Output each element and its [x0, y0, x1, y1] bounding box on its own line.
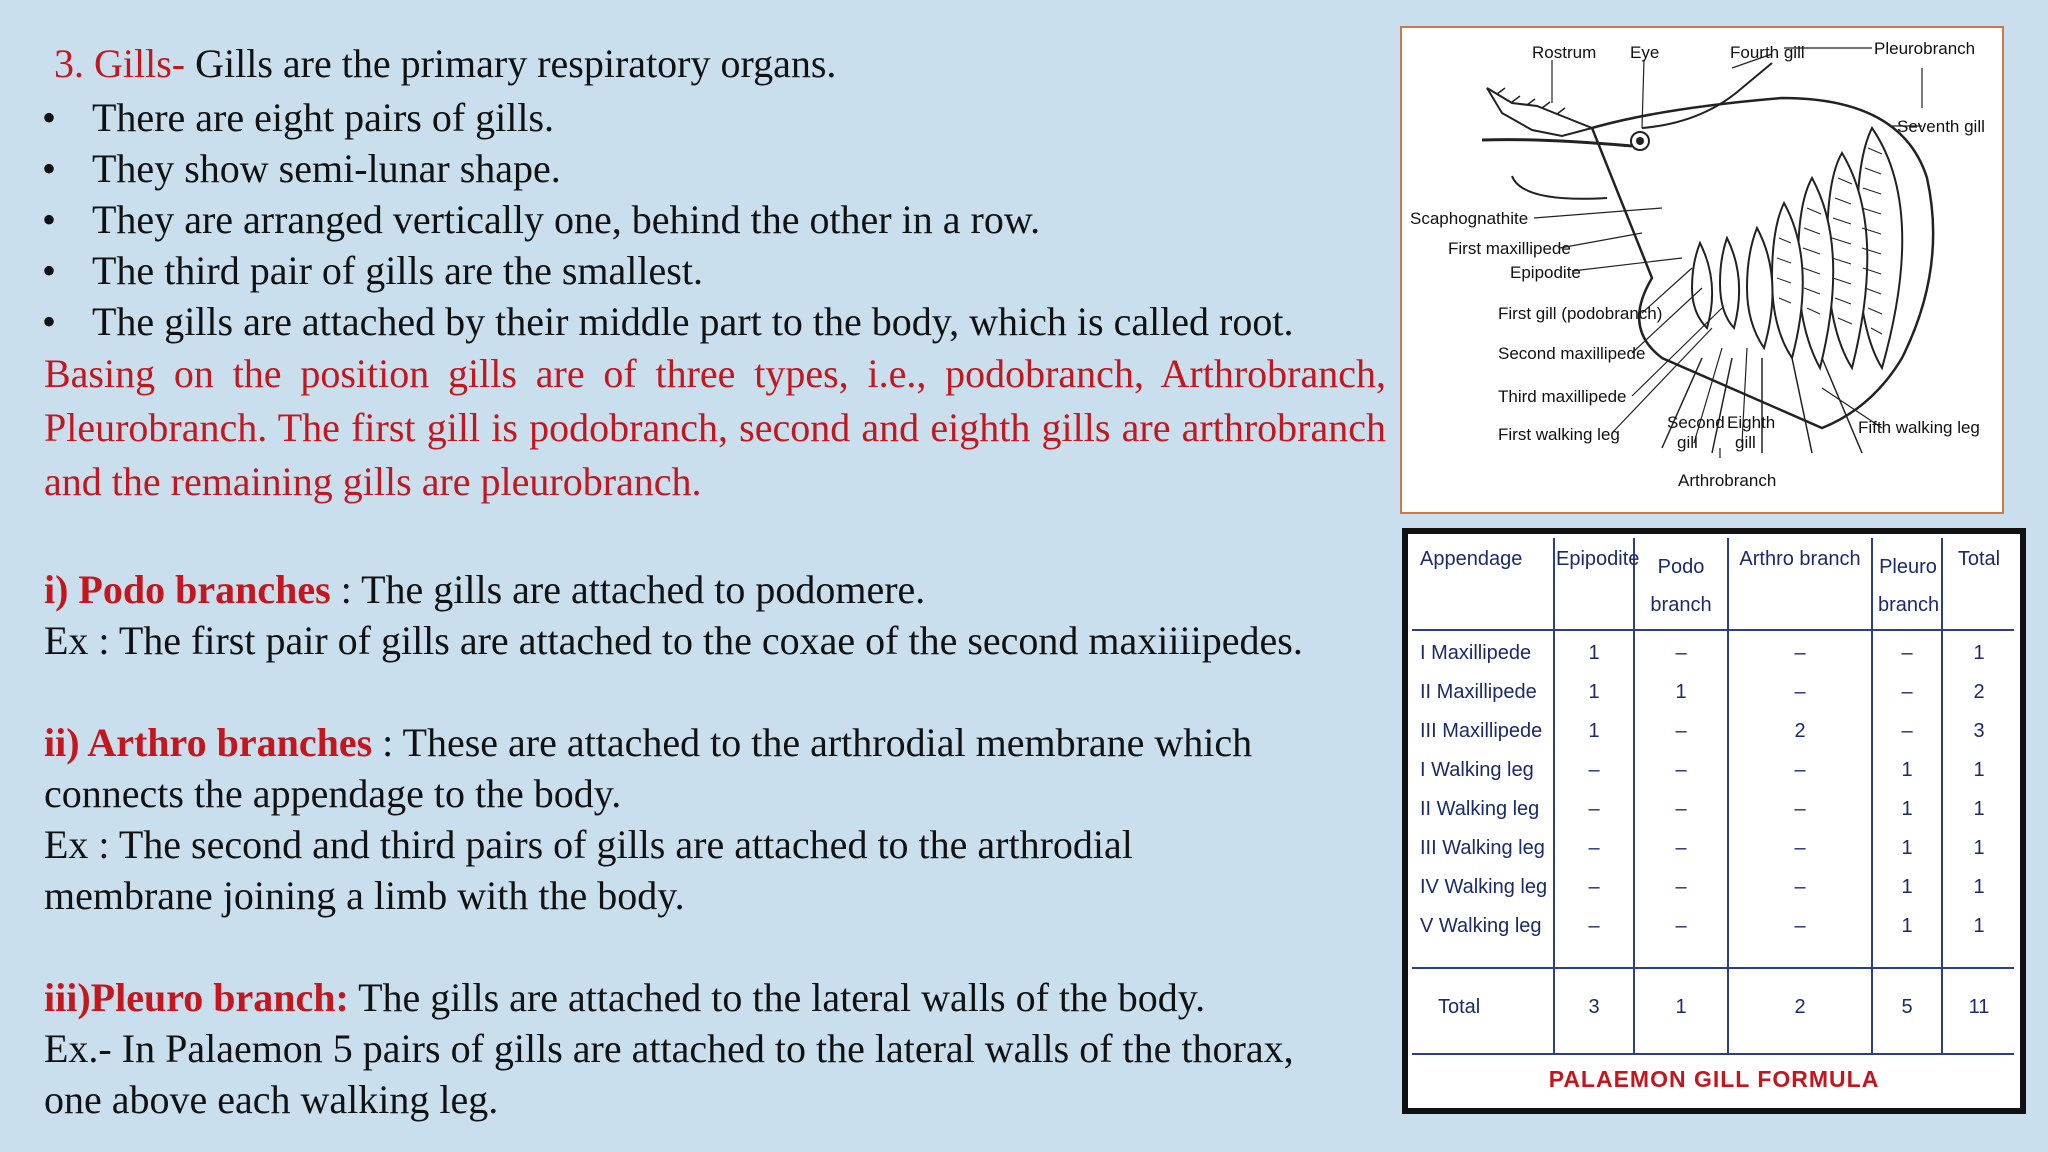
row-appendage: I Maxillipede: [1420, 642, 1532, 664]
row-epipodite: –: [1588, 759, 1600, 781]
heading-number: 3.: [54, 41, 84, 86]
row-appendage: II Walking leg: [1420, 798, 1540, 820]
bullet-item: The third pair of gills are the smallest.: [92, 248, 703, 293]
row-epipodite: 1: [1588, 642, 1600, 664]
podo-text: : The gills are attached to podomere.: [330, 567, 926, 612]
header-total: Total: [1957, 548, 2001, 570]
section-heading: [54, 38, 836, 89]
total-arthro: 2: [1794, 996, 1806, 1018]
label-rostrum: Rostrum: [1532, 43, 1597, 62]
header-pleuro-branch: Pleuro branch: [1878, 556, 1940, 616]
row-total: 1: [1973, 798, 1985, 820]
arthro-line: [44, 717, 1252, 768]
row-epipodite: 1: [1588, 720, 1600, 742]
podo-line: [44, 564, 925, 615]
heading-text: Gills are the primary respiratory organs.: [195, 41, 837, 86]
row-appendage: III Walking leg: [1420, 837, 1545, 859]
header-podo-branch: Podo branch: [1650, 556, 1712, 616]
pleuro-example-1: Ex.- In Palaemon 5 pairs of gills are attached to the lateral walls of the thorax,: [44, 1026, 1294, 1071]
bullet-dot: •: [42, 197, 57, 242]
row-arthro: –: [1794, 915, 1806, 937]
row-arthro: 2: [1794, 720, 1806, 742]
row-podo: –: [1675, 876, 1687, 898]
label-pleurobranch: Pleurobranch: [1874, 39, 1976, 58]
row-epipodite: –: [1588, 876, 1600, 898]
pleuro-example-2: one above each walking leg.: [44, 1077, 499, 1122]
label-first-walking-leg: First walking leg: [1498, 425, 1620, 444]
row-pleuro: 1: [1901, 876, 1913, 898]
row-pleuro: –: [1901, 681, 1913, 703]
bullet-dot: •: [42, 299, 57, 344]
row-total: 1: [1973, 915, 1985, 937]
label-eighth-gill: Eighth: [1727, 413, 1776, 432]
pleuro-line: [44, 972, 1205, 1023]
pleuro-title: iii)Pleuro branch:: [44, 975, 349, 1020]
arthro-example-1: Ex : The second and third pairs of gills are attached to the arthrodial: [44, 822, 1133, 867]
total-total: 11: [1968, 996, 1990, 1018]
gill-formula-table: [1402, 528, 2026, 1114]
header-arthro-branch: Arthro branch: [1739, 548, 1861, 570]
row-epipodite: 1: [1588, 681, 1600, 703]
pleuro-text: The gills are attached to the lateral walls of the body.: [348, 975, 1206, 1020]
row-podo: –: [1675, 798, 1687, 820]
podo-example: Ex : The first pair of gills are attached to the coxae of the second maxiiiipedes.: [44, 618, 1303, 663]
row-appendage: V Walking leg: [1420, 915, 1542, 937]
row-arthro: –: [1794, 759, 1806, 781]
row-pleuro: 1: [1901, 759, 1913, 781]
row-podo: –: [1675, 759, 1687, 781]
row-appendage: IV Walking leg: [1420, 876, 1548, 898]
header-epipodite: Epipodite: [1556, 548, 1640, 570]
row-podo: –: [1675, 720, 1687, 742]
row-arthro: –: [1794, 798, 1806, 820]
row-pleuro: 1: [1901, 798, 1913, 820]
arthro-text: : These are attached to the arthrodial membrane which: [372, 720, 1253, 765]
row-total: 1: [1973, 876, 1985, 898]
row-pleuro: –: [1901, 720, 1913, 742]
row-appendage: II Maxillipede: [1420, 681, 1537, 703]
row-total: 1: [1973, 837, 1985, 859]
row-total: 1: [1973, 759, 1985, 781]
total-epipodite: 3: [1588, 996, 1600, 1018]
arthro-title: ii) Arthro branches: [44, 720, 373, 765]
rostrum-shape: [1487, 88, 1592, 136]
row-arthro: –: [1794, 681, 1806, 703]
bullet-item: The gills are attached by their middle part to the body, which is called root.: [92, 299, 1294, 344]
total-pleuro: 5: [1901, 996, 1913, 1018]
label-third-maxillipede: Third maxillipede: [1498, 387, 1627, 406]
label-eye: Eye: [1630, 43, 1660, 62]
row-arthro: –: [1794, 876, 1806, 898]
podo-title: i) Podo branches: [44, 567, 331, 612]
bullet-dot: •: [42, 146, 57, 191]
row-podo: –: [1675, 915, 1687, 937]
label-epipodite: Epipodite: [1510, 263, 1581, 282]
prawn-gill-diagram: [1400, 26, 2004, 514]
row-total: 1: [1973, 642, 1985, 664]
antennule: [1512, 176, 1607, 199]
types-paragraph: Basing on the position gills are of three types, i.e., podobranch, Arthrobranch, Pleurobranch. The first gill is podobranch, second and eighth gills are arthrobranch and the remaining gills are pleurobranch.: [44, 351, 1386, 504]
bullet-dot: •: [42, 248, 57, 293]
row-pleuro: 1: [1901, 915, 1913, 937]
total-podo: 1: [1675, 996, 1687, 1018]
header-appendage: Appendage: [1420, 548, 1523, 570]
row-appendage: I Walking leg: [1420, 759, 1534, 781]
bullet-item: They are arranged vertically one, behind the other in a row.: [92, 197, 1041, 242]
row-podo: –: [1675, 837, 1687, 859]
bullet-dot: •: [42, 95, 57, 140]
row-total: 3: [1973, 720, 1985, 742]
label-seventh-gill: Seventh gill: [1897, 117, 1985, 136]
label-second-gill-b: gill: [1677, 433, 1698, 452]
eye-pupil: [1636, 137, 1644, 145]
label-fourth-gill: Fourth gill: [1730, 43, 1805, 62]
total-label: Total: [1438, 996, 1481, 1018]
row-podo: –: [1675, 642, 1687, 664]
label-eighth-gill-b: gill: [1735, 433, 1756, 452]
row-arthro: –: [1794, 837, 1806, 859]
row-podo: 1: [1675, 681, 1687, 703]
row-arthro: –: [1794, 642, 1806, 664]
bullet-item: There are eight pairs of gills.: [92, 95, 555, 140]
row-pleuro: 1: [1901, 837, 1913, 859]
label-arthrobranch: Arthrobranch: [1678, 471, 1777, 490]
row-appendage: III Maxillipede: [1420, 720, 1543, 742]
bullet-item: They show semi-lunar shape.: [92, 146, 561, 191]
label-first-maxillipede: First maxillipede: [1448, 239, 1571, 258]
row-pleuro: –: [1901, 642, 1913, 664]
carapace-ridge: [1642, 63, 1772, 128]
table-caption: PALAEMON GILL FORMULA: [1548, 1066, 1880, 1092]
label-scaphognathite: Scaphognathite: [1410, 209, 1529, 228]
label-first-gill: First gill (podobranch): [1498, 304, 1663, 323]
label-second-maxillipede: Second maxillipede: [1498, 344, 1646, 363]
antenna: [1482, 140, 1632, 146]
arthro-example-2: membrane joining a limb with the body.: [44, 873, 685, 918]
row-epipodite: –: [1588, 798, 1600, 820]
row-epipodite: –: [1588, 915, 1600, 937]
heading-title: Gills-: [94, 41, 186, 86]
row-epipodite: –: [1588, 837, 1600, 859]
label-fifth-walking-leg: Fifth walking leg: [1858, 418, 1980, 437]
arthro-line-2: connects the appendage to the body.: [44, 771, 622, 816]
gill-series: [1692, 128, 1902, 368]
label-second-gill: Second: [1667, 413, 1725, 432]
row-total: 2: [1973, 681, 1985, 703]
diagram-svg: [1402, 28, 2002, 512]
